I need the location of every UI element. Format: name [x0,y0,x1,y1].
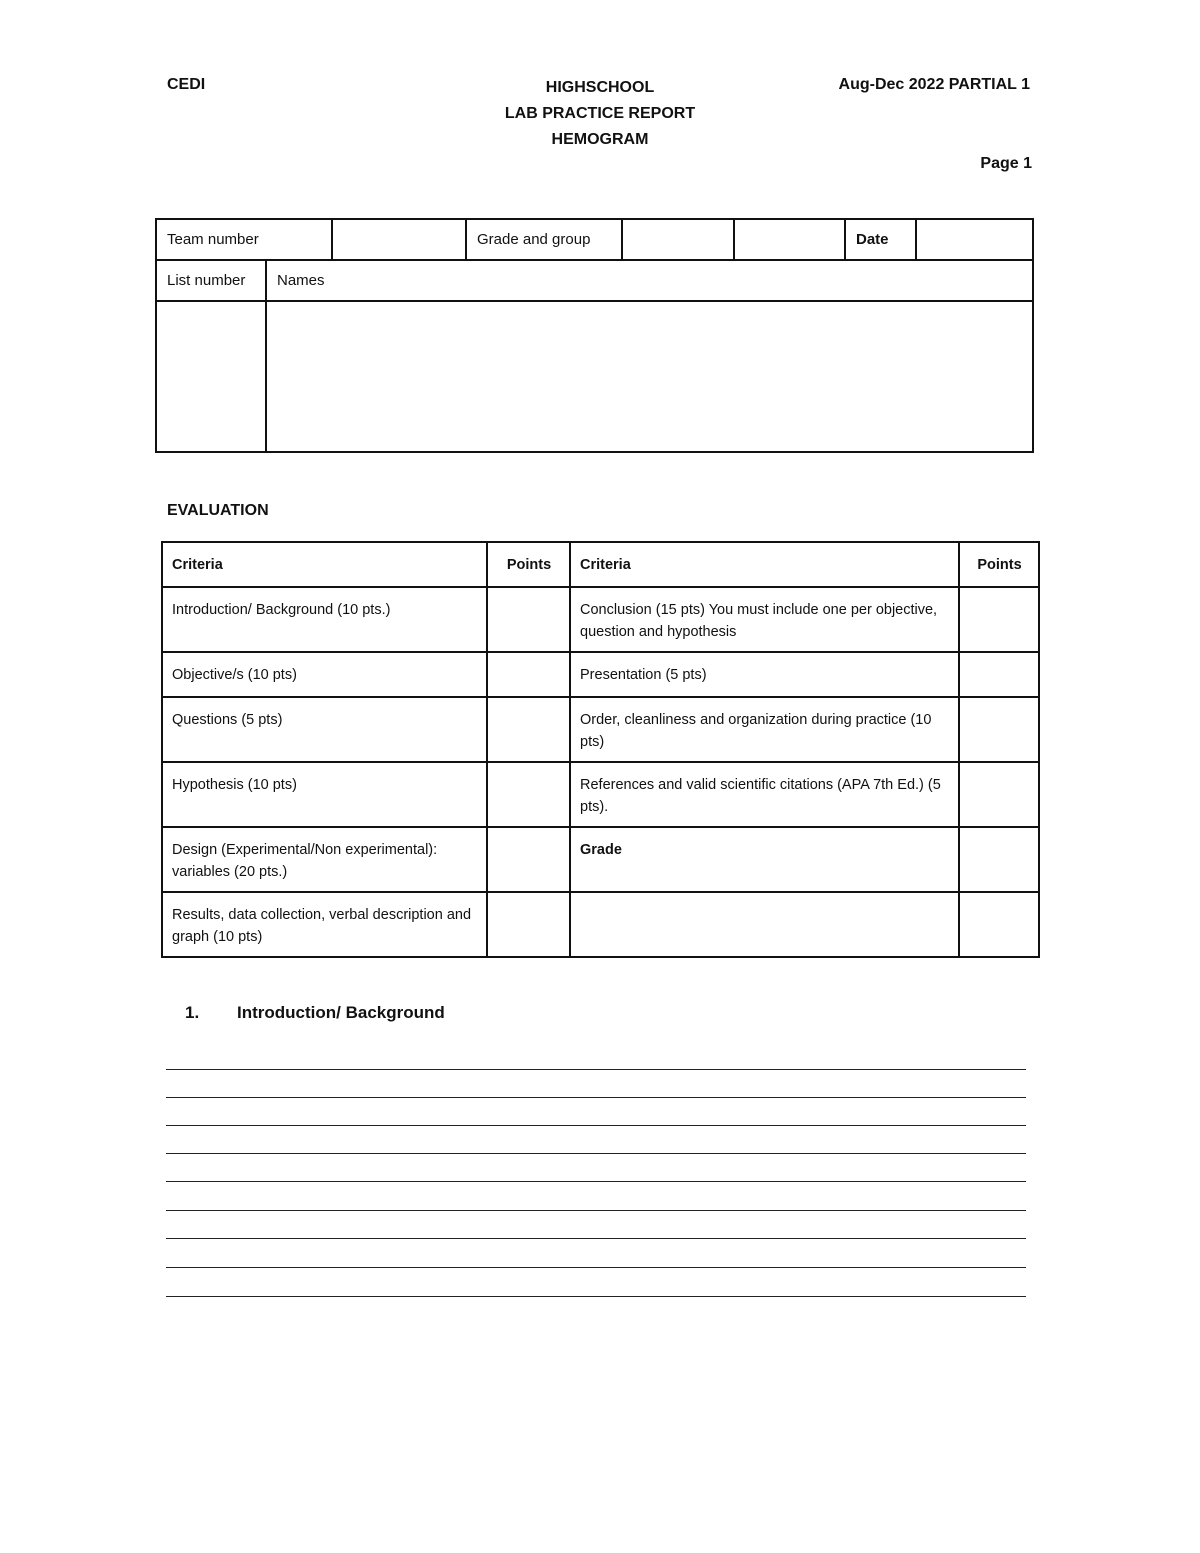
criteria-cell: Objective/s (10 pts) [162,652,487,697]
period-label: Aug-Dec 2022 PARTIAL 1 [838,76,1030,93]
writing-line[interactable] [166,1296,1026,1297]
list-number-label: List number [156,260,266,301]
page-number: Page 1 [980,155,1032,172]
criteria-cell: Questions (5 pts) [162,697,487,762]
names-label: Names [266,260,1033,301]
group-field[interactable] [734,219,845,260]
points-field[interactable] [959,652,1039,697]
title-line-2: LAB PRACTICE REPORT [504,105,696,122]
points-field[interactable] [959,762,1039,827]
criteria-cell: Presentation (5 pts) [570,652,959,697]
points-field[interactable] [487,892,570,957]
points-field[interactable] [487,652,570,697]
team-number-label: Team number [156,219,332,260]
table-row [162,697,1039,762]
writing-line[interactable] [166,1181,1026,1182]
points-header: Points [487,542,570,587]
title-line-3: HEMOGRAM [551,131,649,148]
table-row [162,892,1039,957]
writing-line[interactable] [166,1238,1026,1239]
section-number: 1. [185,1003,200,1022]
evaluation-table [161,541,1040,958]
section-title: Introduction/ Background [237,1003,445,1022]
date-field[interactable] [916,219,1033,260]
team-number-field[interactable] [332,219,466,260]
team-info-table [155,218,1034,453]
table-row [162,827,1039,892]
document-title-block [450,75,750,153]
criteria-cell: References and valid scientific citations (APA 7th Ed.) (5 pts). [570,762,959,827]
list-number-field[interactable] [156,301,266,452]
criteria-header: Criteria [570,542,959,587]
points-field[interactable] [959,587,1039,652]
grade-label: Grade [570,827,959,892]
school-name: CEDI [167,76,206,93]
criteria-header: Criteria [162,542,487,587]
grade-field[interactable] [622,219,734,260]
writing-line[interactable] [166,1125,1026,1126]
table-row [162,652,1039,697]
points-header: Points [959,542,1039,587]
points-field[interactable] [959,697,1039,762]
date-label: Date [845,219,916,260]
points-field[interactable] [487,827,570,892]
grade-group-label: Grade and group [466,219,622,260]
grade-field[interactable] [959,827,1039,892]
title-line-1: HIGHSCHOOL [545,79,655,96]
table-header-row [162,542,1039,587]
writing-line[interactable] [166,1069,1026,1070]
points-field[interactable] [487,762,570,827]
points-field[interactable] [487,697,570,762]
criteria-cell: Results, data collection, verbal description and graph (10 pts) [162,892,487,957]
table-row [162,587,1039,652]
writing-line[interactable] [166,1267,1026,1268]
criteria-cell: Conclusion (15 pts) You must include one per objective, question and hypothesis [570,587,959,652]
criteria-cell: Order, cleanliness and organization during practice (10 pts) [570,697,959,762]
criteria-cell: Introduction/ Background (10 pts.) [162,587,487,652]
names-field[interactable] [266,301,1033,452]
writing-line[interactable] [166,1210,1026,1211]
writing-line[interactable] [166,1153,1026,1154]
criteria-cell: Hypothesis (10 pts) [162,762,487,827]
criteria-cell: Design (Experimental/Non experimental): variables (20 pts.) [162,827,487,892]
evaluation-heading: EVALUATION [167,502,269,519]
empty-cell [570,892,959,957]
points-field[interactable] [959,892,1039,957]
table-row [162,762,1039,827]
points-field[interactable] [487,587,570,652]
writing-line[interactable] [166,1097,1026,1098]
